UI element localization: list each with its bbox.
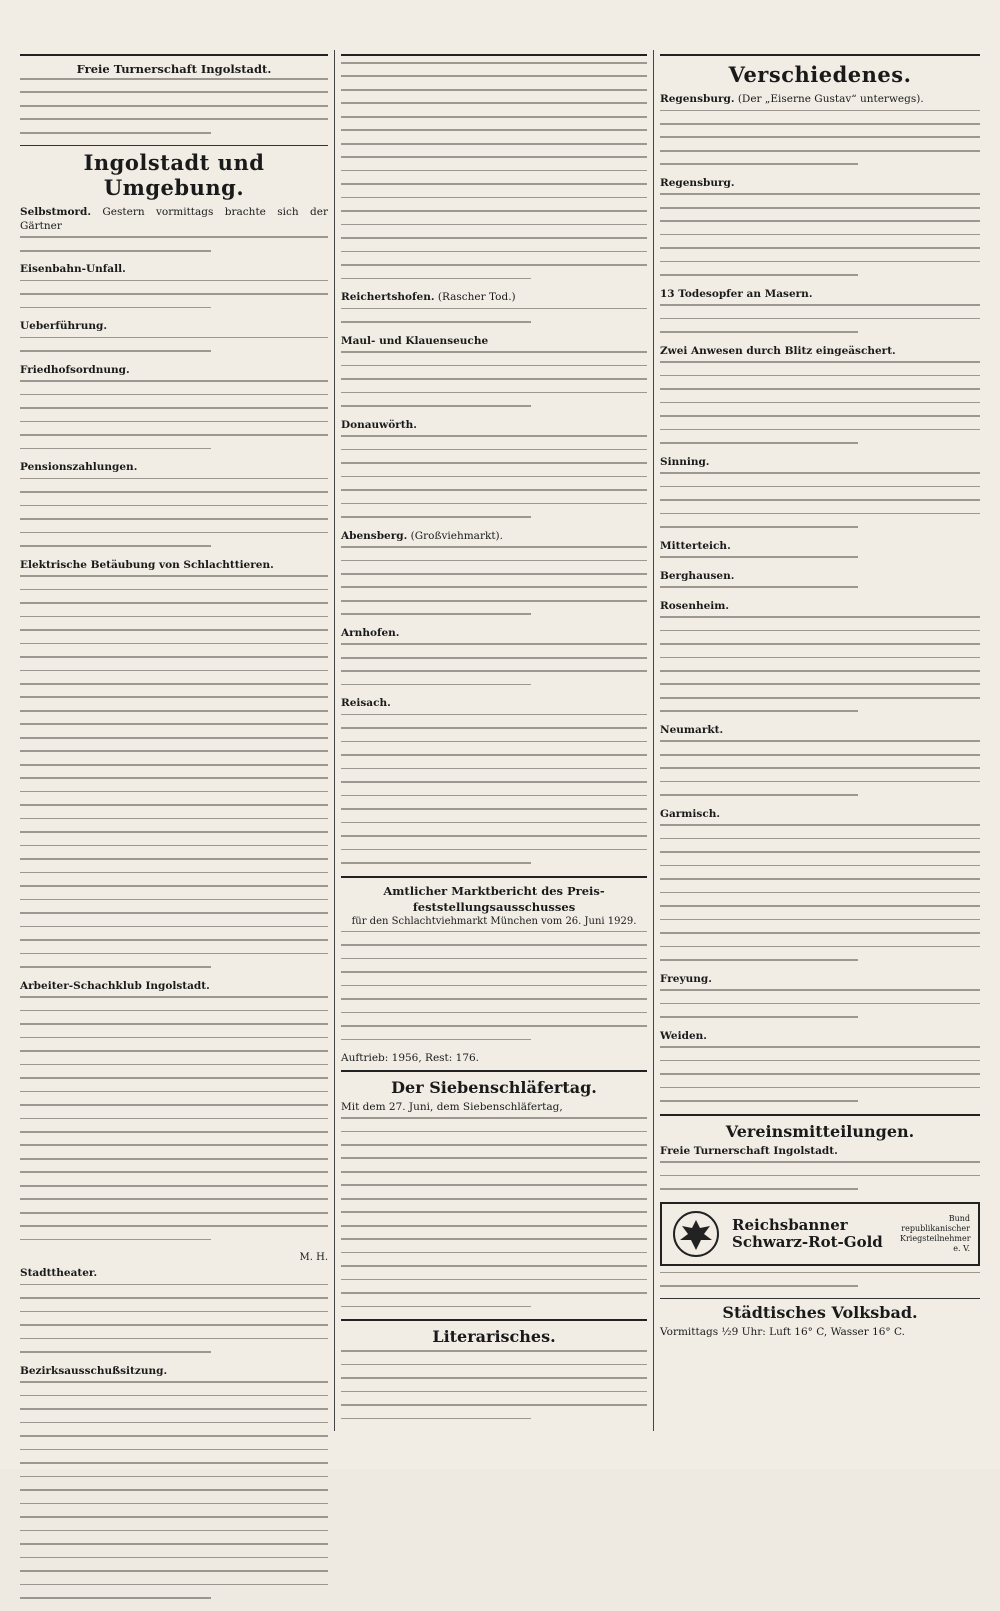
article-keyword: Garmisch.	[660, 807, 720, 820]
article-keyword: Freie Turnerschaft Ingolstadt.	[660, 1144, 838, 1157]
article-masern	[660, 288, 980, 302]
divider	[341, 876, 647, 878]
column-right	[654, 50, 986, 1343]
divider	[660, 1298, 980, 1299]
ad-side-text: Bund republikanischer Kriegsteilnehmer e. V.	[900, 1213, 971, 1253]
column-left	[14, 50, 334, 1611]
text-lines	[20, 236, 328, 251]
article-keyword: Donauwörth.	[341, 418, 417, 431]
article-keyword: Berghausen.	[660, 569, 735, 582]
text-lines	[660, 616, 980, 712]
article-keyword: Weiden.	[660, 1029, 707, 1042]
article-keyword: Stadttheater.	[20, 1267, 98, 1280]
siebenschlaefer-text: Mit dem 27. Juni, dem Siebenschläfertag,	[341, 1100, 563, 1113]
volksbad-text: Vormittags ½9 Uhr: Luft 16° C, Wasser 16° C.	[660, 1326, 906, 1339]
article-keyword: Elektrische Betäubung von Schlachttieren.	[20, 558, 274, 571]
top-rule	[341, 54, 647, 56]
siebenschlaefer-title: Der Siebenschläfertag.	[391, 1077, 597, 1097]
text-lines	[20, 478, 328, 547]
text-lines	[20, 1284, 328, 1353]
eagle-icon	[670, 1210, 722, 1258]
text-lines	[341, 1350, 647, 1419]
text-lines	[660, 989, 980, 1018]
article-reichertshofen	[341, 291, 647, 305]
marktbericht-title-2: feststellungsausschusses	[412, 899, 576, 914]
article-keyword: Friedhofsordnung.	[20, 363, 130, 376]
article-bezirksausschuss	[20, 1365, 328, 1379]
signature: M. H.	[299, 1252, 328, 1264]
article-friedhofsordnung	[20, 364, 328, 378]
article-arnhofen	[341, 627, 647, 641]
article-keyword: Ueberführung.	[20, 320, 107, 333]
text-lines	[20, 575, 328, 968]
article-stadttheater	[20, 1267, 328, 1281]
text-lines	[660, 740, 980, 796]
article-keyword: Freyung.	[660, 972, 712, 985]
text-lines	[660, 556, 980, 558]
section-title-verschiedenes: Verschiedenes.	[728, 62, 912, 87]
literarisches-title: Literarisches.	[432, 1327, 556, 1347]
divider	[660, 1114, 980, 1116]
text-lines	[660, 193, 980, 276]
article-eisenbahn-unfall	[20, 263, 328, 277]
article-keyword: Arbeiter-Schachklub Ingolstadt.	[20, 979, 210, 992]
text-lines	[341, 308, 647, 323]
article-keyword: Reichertshofen.	[341, 291, 435, 304]
article-regensburg-1	[660, 93, 980, 107]
article-reisach	[341, 697, 647, 711]
article-sinning	[660, 456, 980, 470]
column-middle	[334, 50, 654, 1431]
turnerschaft-heading: Freie Turnerschaft Ingolstadt.	[76, 62, 272, 76]
article-keyword: Pensionszahlungen.	[20, 461, 138, 474]
article-keyword: Zwei Anwesen durch Blitz eingeäschert.	[660, 344, 896, 357]
text-lines	[660, 1046, 980, 1102]
text-lines	[660, 361, 980, 444]
article-neumarkt	[660, 724, 980, 738]
marktbericht-title-1: Amtlicher Marktbericht des Preis-	[383, 883, 605, 898]
top-rule	[660, 54, 980, 56]
ad-notice-lines	[660, 1272, 980, 1287]
article-blitz	[660, 345, 980, 359]
text-lines	[660, 1161, 980, 1190]
article-elektrische-betaeubung	[20, 559, 328, 573]
article-text: (Großviehmarkt).	[410, 529, 503, 542]
text-lines	[20, 380, 328, 449]
article-pensionszahlungen	[20, 461, 328, 475]
article-selbstmord	[20, 206, 328, 233]
article-keyword: Rosenheim.	[660, 599, 730, 612]
article-schachklub	[20, 980, 328, 994]
article-keyword: Selbstmord.	[20, 206, 91, 219]
article-garmisch	[660, 808, 980, 822]
article-freyung	[660, 973, 980, 987]
article-abensberg	[341, 530, 647, 544]
text-lines	[660, 304, 980, 333]
article-text: Gestern vormittags brachte sich der Gärtner	[20, 206, 329, 232]
text-lines	[20, 280, 328, 309]
article-keyword: Maul- und Klauenseuche	[341, 334, 489, 347]
article-maul-klauenseuche	[341, 335, 647, 349]
marktbericht-lines	[341, 931, 647, 1040]
divider	[341, 1070, 647, 1072]
article-keyword: Reisach.	[341, 697, 391, 710]
article-keyword: Neumarkt.	[660, 723, 724, 736]
article-rosenheim	[660, 600, 980, 614]
article-text: (Rascher Tod.)	[437, 291, 516, 304]
article-keyword: Mitterteich.	[660, 539, 731, 552]
text-lines	[341, 643, 647, 685]
text-lines	[341, 351, 647, 407]
article-weiden	[660, 1030, 980, 1044]
text-lines	[341, 435, 647, 518]
article-ueberfuehrung	[20, 320, 328, 334]
text-lines	[341, 1117, 647, 1307]
article-mitterteich	[660, 540, 980, 554]
text-lines	[20, 337, 328, 352]
ad-title	[732, 1217, 890, 1251]
article-text: (Der „Eiserne Gustav“ unterwegs).	[737, 93, 924, 105]
article-donauwoerth	[341, 419, 647, 433]
divider	[20, 145, 328, 146]
article-berghausen	[660, 570, 980, 584]
turnerschaft-text-lines	[20, 78, 328, 134]
volksbad-title: Städtisches Volksbad.	[722, 1303, 918, 1323]
article-keyword: Regensburg.	[660, 93, 735, 105]
article-keyword: Sinning.	[660, 455, 710, 468]
marktbericht-subtitle: für den Schlachtviehmarkt München vom 26. Juni 1929.	[351, 915, 637, 927]
ad-line-2: Schwarz-Rot-Gold	[732, 1232, 883, 1251]
marktbericht-line: Auftrieb: 1956, Rest: 176.	[341, 1052, 480, 1065]
text-lines	[20, 1381, 328, 1598]
divider	[341, 1319, 647, 1321]
top-rule	[20, 54, 328, 56]
article-keyword: Arnhofen.	[341, 626, 400, 639]
article-keyword: Bezirksausschußsitzung.	[20, 1364, 168, 1377]
text-lines	[660, 824, 980, 960]
section-title-ingolstadt: Ingolstadt und Umgebung.	[83, 150, 265, 201]
ad-line-1: Reichsbanner	[732, 1215, 848, 1234]
text-lines	[660, 472, 980, 528]
text-lines	[341, 546, 647, 615]
text-lines	[341, 62, 647, 279]
text-lines	[660, 110, 980, 166]
article-regensburg-2	[660, 177, 980, 191]
text-lines	[341, 714, 647, 864]
text-lines	[20, 996, 328, 1240]
article-keyword: Regensburg.	[660, 176, 735, 189]
vereinsmitteilung	[660, 1145, 980, 1159]
text-lines	[660, 586, 980, 588]
article-keyword: 13 Todesopfer an Masern.	[660, 287, 813, 300]
reichsbanner-ad	[660, 1202, 980, 1266]
article-keyword: Eisenbahn-Unfall.	[20, 263, 126, 276]
vereinsmitteilungen-title: Vereinsmitteilungen.	[725, 1121, 915, 1141]
article-keyword: Abensberg.	[341, 529, 408, 542]
